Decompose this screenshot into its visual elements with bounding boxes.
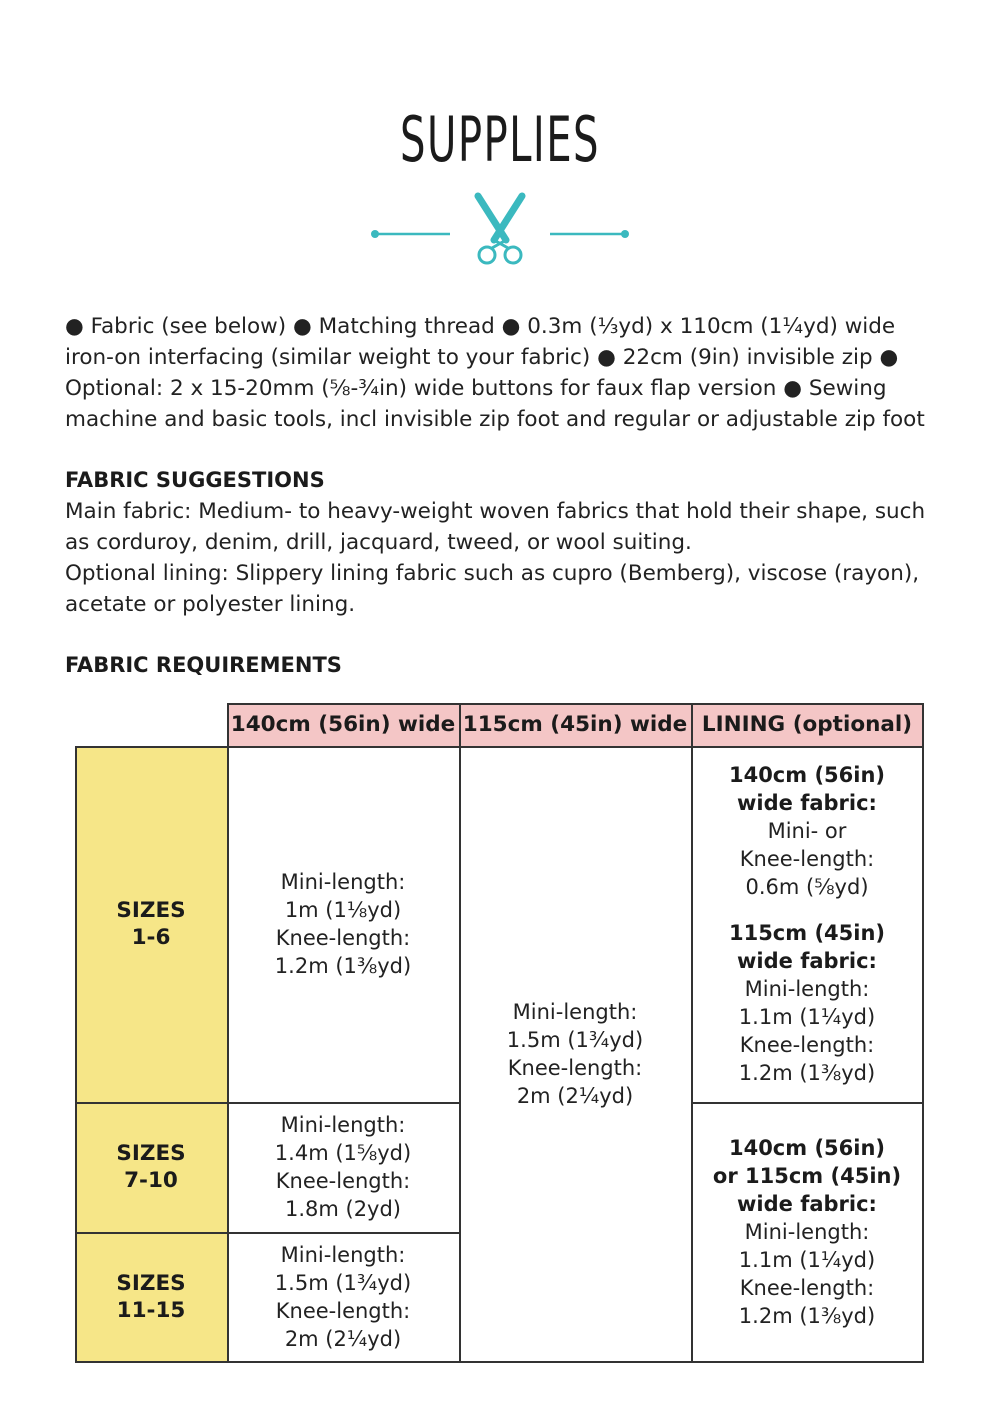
main-fabric-text: Main fabric: Medium- to heavy-weight woven fabrics that hold their shape, such as corduroy, denim, drill, jacquard, tweed, or wool suiting. — [65, 499, 926, 555]
fabric-suggestions-body — [65, 496, 945, 620]
cell-line: 1.1m (1¼yd) — [738, 1248, 876, 1272]
size-label-line: 1-6 — [131, 925, 171, 950]
table-rule — [75, 1102, 459, 1104]
fabric-requirements-heading: FABRIC REQUIREMENTS — [65, 653, 342, 677]
supply-item: Optional: 2 x 15-20mm (⅝-¾in) wide buttons for faux flap version — [65, 376, 777, 401]
cell-line: 115cm (45in) — [728, 921, 886, 945]
cell-140-sizes-7-10 — [227, 1102, 459, 1232]
bullet-icon: ● — [293, 314, 312, 339]
header-140cm: 140cm (56in) wide — [227, 703, 459, 746]
fabric-suggestions-heading: FABRIC SUGGESTIONS — [65, 468, 325, 492]
cell-line: Mini-length: — [512, 1000, 638, 1024]
cell-line: Mini-length: — [280, 870, 406, 894]
cell-line: 1.4m (1⅝yd) — [274, 1141, 412, 1165]
cell-140-sizes-1-6 — [227, 746, 459, 1102]
supply-item: 22cm (9in) invisible zip — [622, 345, 873, 370]
cell-line: Knee-length: — [739, 847, 875, 871]
size-label-7-10 — [75, 1102, 227, 1232]
cell-line: 1m (1⅛yd) — [284, 898, 402, 922]
size-label-11-15 — [75, 1232, 227, 1362]
cell-line: 1.2m (1⅜yd) — [738, 1304, 876, 1328]
cell-line: Knee-length: — [275, 1299, 411, 1323]
bullet-icon: ● — [879, 345, 899, 370]
cell-line: Knee-length: — [507, 1056, 643, 1080]
cell-line: 1.5m (1¾yd) — [506, 1028, 644, 1052]
cell-line: Mini- or — [767, 819, 847, 843]
size-label-line: SIZES — [116, 898, 186, 923]
table-rule — [227, 703, 924, 705]
cell-line: Knee-length: — [275, 1169, 411, 1193]
table-rule — [75, 1361, 924, 1363]
cell-line: wide fabric: — [737, 1192, 877, 1216]
cell-line: 2m (2¼yd) — [516, 1084, 634, 1108]
cell-line: wide fabric: — [737, 791, 877, 815]
cell-line: Mini-length: — [280, 1113, 406, 1137]
page-title: SUPPLIES — [400, 103, 600, 176]
cell-line: 2m (2¼yd) — [284, 1327, 402, 1351]
scissors-icon — [478, 196, 522, 263]
cell-line: wide fabric: — [737, 949, 877, 973]
bullet-icon: ● — [65, 314, 84, 339]
divider-left-line — [371, 230, 450, 238]
cell-line: 140cm (56in) — [728, 763, 886, 787]
table-rule — [922, 703, 924, 1362]
supply-item: Matching thread — [318, 314, 495, 339]
cell-lining-sizes-1-6 — [691, 746, 923, 1102]
scissors-divider — [360, 188, 640, 270]
cell-line: 1.2m (1⅜yd) — [738, 1061, 876, 1085]
size-label-line: SIZES — [116, 1271, 186, 1296]
table-rule — [75, 1232, 459, 1234]
size-label-line: 7-10 — [124, 1168, 178, 1193]
size-label-line: 11-15 — [116, 1298, 186, 1323]
cell-140-sizes-11-15 — [227, 1232, 459, 1362]
cell-line: Knee-length: — [739, 1033, 875, 1057]
lining-fabric-text: Optional lining: Slippery lining fabric such as cupro (Bemberg), viscose (rayon), acetate or polyester lining. — [65, 561, 920, 617]
table-rule — [691, 703, 693, 1362]
cell-115-all-sizes — [459, 746, 691, 1362]
cell-line: Knee-length: — [739, 1276, 875, 1300]
cell-line: or 115cm (45in) — [712, 1164, 902, 1188]
cell-line: 1.5m (1¾yd) — [274, 1271, 412, 1295]
cell-line: 0.6m (⅝yd) — [745, 875, 869, 899]
size-label-1-6 — [75, 746, 227, 1102]
supply-item: 0.3m (⅓yd) x 110cm (1¼yd) wide iron-on interfacing (similar weight to your fabric) — [65, 314, 896, 370]
supply-item: Fabric (see below) — [90, 314, 287, 339]
table-rule — [459, 703, 461, 1362]
cell-line: Mini-length: — [744, 1220, 870, 1244]
cell-line: Mini-length: — [280, 1243, 406, 1267]
bullet-icon: ● — [501, 314, 521, 339]
cell-line: 1.8m (2yd) — [284, 1197, 402, 1221]
size-label-line: SIZES — [116, 1141, 186, 1166]
header-lining: LINING (optional) — [691, 703, 923, 746]
divider-right-line — [550, 230, 629, 238]
cell-line: 1.2m (1⅜yd) — [274, 954, 412, 978]
table-rule — [75, 746, 77, 1362]
table-rule — [691, 1102, 924, 1104]
bullet-icon: ● — [597, 345, 616, 370]
cell-line: 140cm (56in) — [728, 1136, 886, 1160]
bullet-icon: ● — [783, 376, 802, 401]
supply-item: Sewing machine and basic tools, incl invisible zip foot and regular or adjustable zip foot — [65, 376, 925, 432]
cell-line: Mini-length: — [744, 977, 870, 1001]
cell-line: 1.1m (1¼yd) — [738, 1005, 876, 1029]
header-115cm: 115cm (45in) wide — [459, 703, 691, 746]
cell-lining-sizes-7-15 — [691, 1102, 923, 1362]
cell-line: Knee-length: — [275, 926, 411, 950]
supplies-list — [65, 311, 945, 435]
table-rule — [227, 703, 229, 1362]
table-rule — [75, 746, 924, 748]
